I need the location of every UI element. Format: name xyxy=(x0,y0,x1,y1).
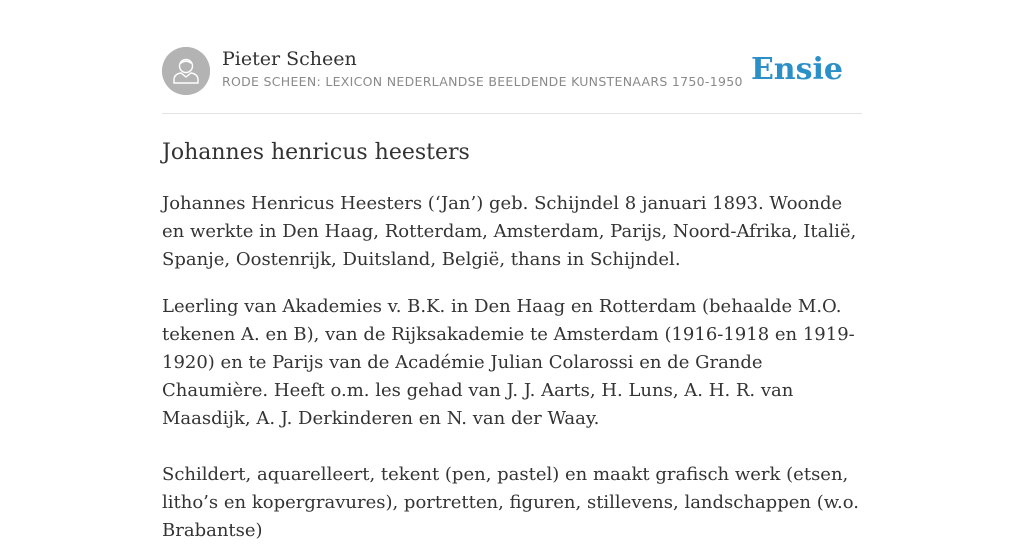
ensie-logo[interactable]: Ensie xyxy=(750,52,843,87)
article-paragraph: Leerling van Akademies v. B.K. in Den Haag en Rotterdam (behaalde M.O. tekenen A. en B), van de Rijksakademie te Amsterdam (1916-1918 en 1919-1920) en te Parijs van de Académie Julian Colarossi en de Grande Chaumière. Heeft o.m. les gehad van J. J. Aarts, H. Luns, A. H. R. van Maasdijk, A. J. Derkinderen en N. van der Waay. xyxy=(162,296,855,429)
article-paragraph: Schildert, aquarelleert, tekent (pen, pastel) en maakt grafisch werk (etsen, litho’s en kopergravures), portretten, figuren, stillevens, landschappen (w.o. Brabantse) xyxy=(162,464,859,541)
article xyxy=(162,138,862,545)
article-title: Johannes henricus heesters xyxy=(162,140,470,165)
source-label[interactable]: RODE SCHEEN: LEXICON NEDERLANDSE BEELDENDE KUNSTENAARS 1750-1950 xyxy=(222,74,743,89)
author-header xyxy=(162,47,862,113)
article-paragraph: Johannes Henricus Heesters (‘Jan’) geb. Schijndel 8 januari 1893. Woonde en werkte in Den Haag, Rotterdam, Amsterdam, Parijs, Noord-Afrika, Italië, Spanje, Oostenrijk, Duitsland, België, thans in Schijndel. xyxy=(162,193,857,270)
header-divider xyxy=(162,113,862,114)
user-avatar-icon[interactable] xyxy=(162,47,210,95)
author-name-link[interactable]: Pieter Scheen xyxy=(222,48,357,70)
